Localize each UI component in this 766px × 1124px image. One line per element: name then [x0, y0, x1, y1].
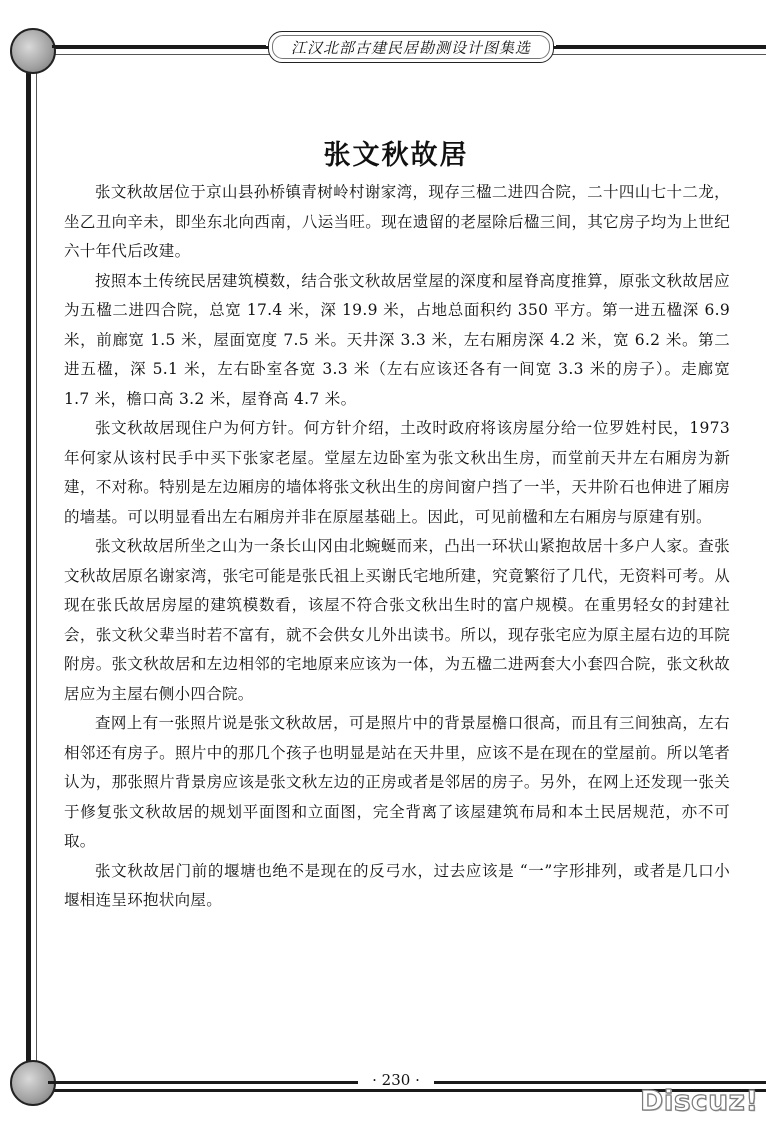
paragraph-1: 张文秋故居位于京山县孙桥镇青树岭村谢家湾，现存三楹二进四合院，二十四山七十二龙，坐乙丑向辛未，即坐东北向西南，八运当旺。现在遗留的老屋除后楹三间，其它房子均为上世纪六十年代后改建。: [64, 183, 730, 260]
article-title: 张文秋故居: [323, 140, 469, 172]
header-rule-left: [52, 45, 266, 48]
paragraph-2: 按照本土传统民居建筑模数，结合张文秋故居堂屋的深度和屋脊高度推算，原张文秋故居应为五楹二进四合院，总宽 17.4 米，深 19.9 米，占地总面积约 350 平方。第一进五楹深 6.9 米，前廊宽 1.5 米，屋面宽度 7.5 米。天井深 3.3 米，左右厢房深 4.2 米，宽 6.2 米。第二进五楹，深 5.1 米，左右卧室各宽 3.3 米（左右应该还各有一间宽 3.3 米的房子）。走廊宽 1.7 米，檐口高 3.2 米，屋脊高 4.7 米。: [64, 271, 730, 408]
article-body: [64, 178, 730, 916]
paragraph-5: 查网上有一张照片说是张文秋故居，可是照片中的背景屋檐口很高，而且有三间独高，左右相邻还有房子。照片中的那几个孩子也明显是站在天井里，应该不是在现在的堂屋前。所以笔者认为，那张照片背景房应该是张文秋左边的正房或者是邻居的房子。另外，在网上还发现一张关于修复张文秋故居的规划平面图和立面图，完全背离了该屋建筑布局和本土民居规范，亦不可取。: [64, 714, 730, 850]
header-rule-right: [556, 45, 766, 48]
watermark-logo: Discuz!: [640, 1084, 759, 1117]
paragraph-4: 张文秋故居所坐之山为一条长山冈由北蜿蜒而来，凸出一环状山紧抱故居十多户人家。查张文秋故居原名谢家湾，张宅可能是张氏祖上买谢氏宅地所建，究竟繁衍了几代，无资料可考。从现在张氏故居房屋的建筑模数看，该屋不符合张文秋出生时的富户规模。在重男轻女的封建社会，张文秋父辈当时若不富有，就不会供女儿外出读书。所以，现存张宅应为原主屋右边的耳院附房。张文秋故居和左边相邻的宅地原来应该为一体，为五楹二进两套大小套四合院，张文秋故居应为主屋右侧小四合院。: [64, 537, 730, 703]
paragraph-3: 张文秋故居现住户为何方针。何方针介绍，土改时政府将该房屋分给一位罗姓村民，1973 年何家从该村民手中买下张家老屋。堂屋左边卧室为张文秋出生房，而堂前天井左右厢房为新建，不对称。特别是左边厢房的墙体将张文秋出生的房间窗户挡了一半，天井阶石也伸进了厢房的墙基。可以明显看出左右厢房并非在原屋基础上。因此，可见前楹和左右厢房与原建有别。: [64, 419, 730, 526]
series-title: 江汉北部古建民居勘测设计图集选: [290, 38, 531, 57]
header-banner: [268, 31, 554, 63]
corner-ornament-top: [10, 28, 56, 74]
page-number: · 230 ·: [358, 1071, 434, 1089]
footer-rule-left: [48, 1081, 360, 1084]
paragraph-6: 张文秋故居门前的堰塘也绝不是现在的反弓水，过去应该是 “一”字形排列，或者是几口小堰相连呈环抱状向屋。: [64, 861, 730, 909]
